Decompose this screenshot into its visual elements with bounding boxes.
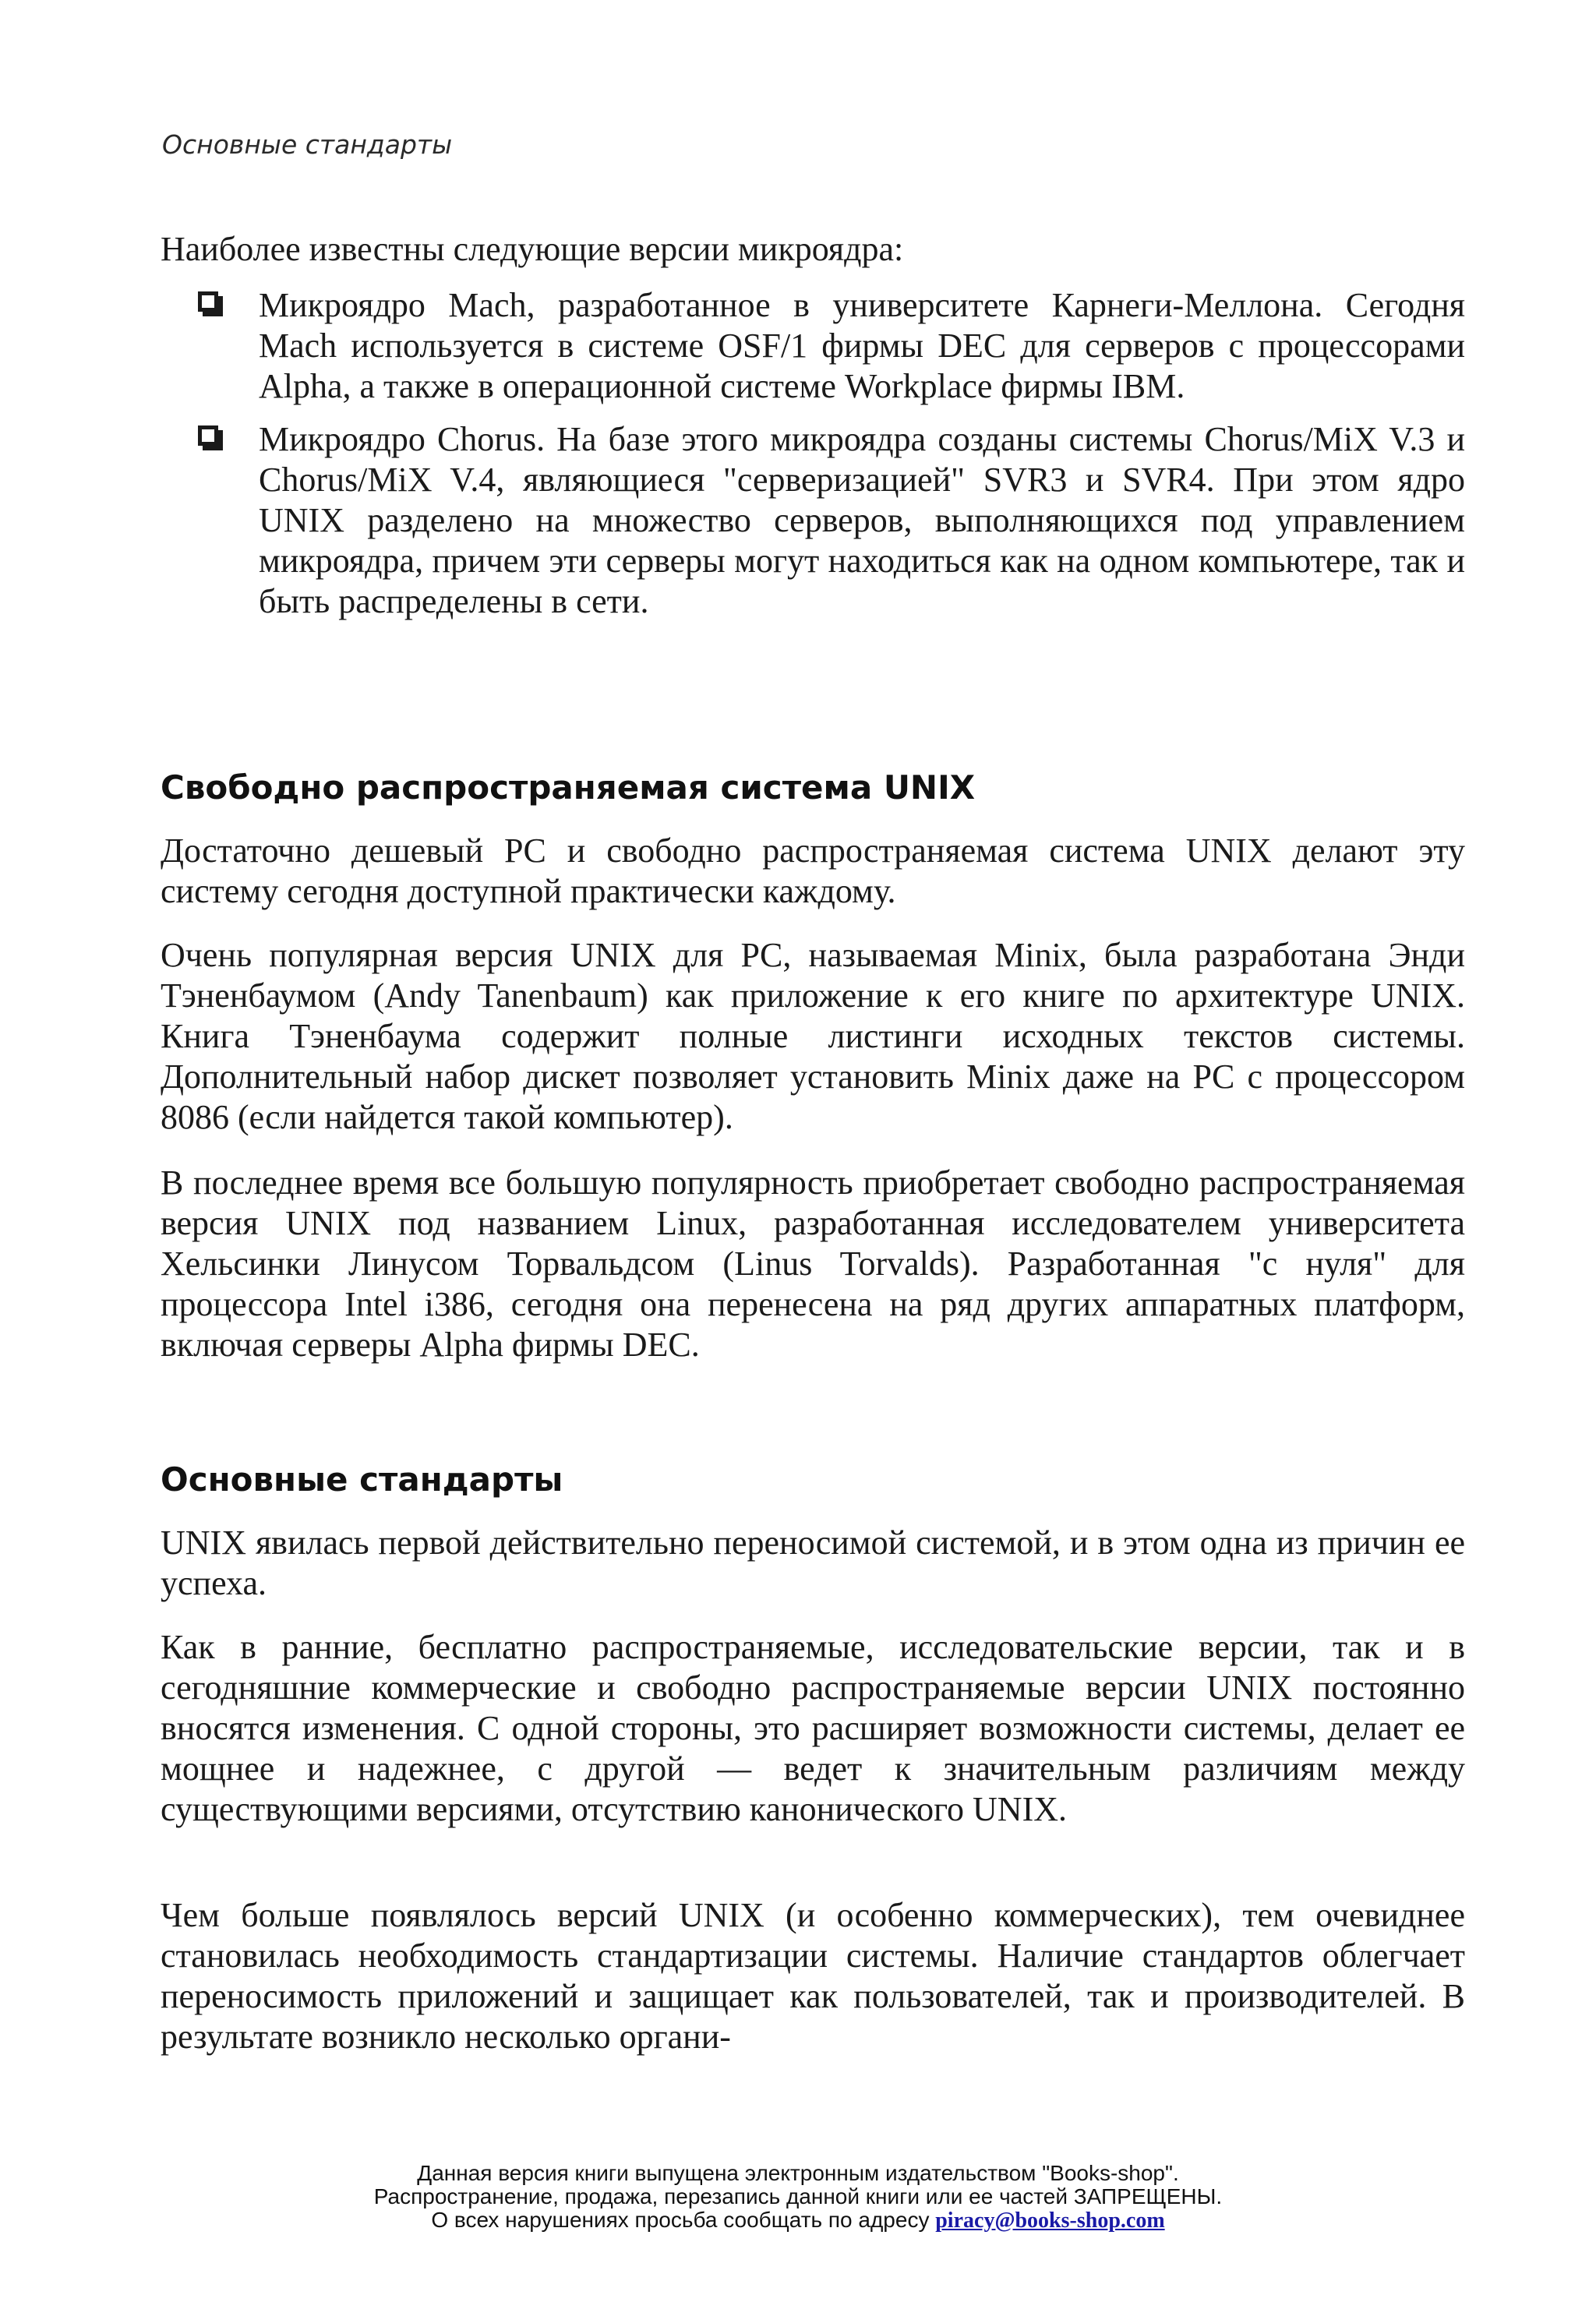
section-heading-standards: Основные стандарты <box>161 1460 563 1499</box>
footer-line: Данная версия книги выпущена электронным издательством "Books-shop". <box>417 2161 1179 2185</box>
intro-paragraph: Наиболее известны следующие версии микроядра: <box>161 230 904 268</box>
footer-line <box>0 2208 1596 2233</box>
list-item-text: Микроядро Chorus. На базе этого микроядра созданы системы Chorus/MiX V.3 и Chorus/MiX V.4, являющиеся "серверизацией" SVR3 и SVR4. При этом ядро UNIX разделено на множество серверов, выполняющихся под управлением микроядра, причем эти серверы могут находиться как на одном компьютере, так и быть распределены в сети. <box>259 420 1465 620</box>
list-item <box>161 419 1465 622</box>
list-item <box>161 285 1465 407</box>
checkbox-bullet-icon <box>198 291 218 312</box>
running-head: Основные стандарты <box>162 129 453 160</box>
paragraph: Как в ранние, бесплатно распространяемые, исследовательские версии, так и в сегодняшние коммерческие и свободно распространяемые версии UNIX постоянно вносятся изменения. С одной стороны, это расширяет возможности системы, делает ее мощнее и надежнее, с другой — ведет к значительным различиям между существующими версиями, отсутствию канонического UNIX. <box>161 1628 1465 1828</box>
publisher-footer <box>0 2162 1596 2233</box>
footer-line: Распространение, продажа, перезапись данной книги или ее частей ЗАПРЕЩЕНЫ. <box>373 2184 1223 2208</box>
microkernel-list <box>161 285 1465 634</box>
section-heading-free-unix: Свободно распространяемая система UNIX <box>161 768 976 807</box>
paragraph: Очень популярная версия UNIX для PC, называемая Minix, была разработана Энди Тэненбаумом (Andy Tanenbaum) как приложение к его книге по архитектуре UNIX. Книга Тэненбаума содержит полные листинги исходных текстов системы. Дополнительный набор дискет позволяет установить Minix даже на PC с процессором 8086 (если найдется такой компьютер). <box>161 936 1465 1136</box>
paragraph: Достаточно дешевый PC и свободно распространяемая система UNIX делают эту систему сегодня доступной практически каждому. <box>161 831 1465 910</box>
checkbox-bullet-icon <box>198 425 218 446</box>
footer-line-prefix: О всех нарушениях просьба сообщать по адресу <box>431 2208 930 2232</box>
paragraph: В последнее время все большую популярность приобретает свободно распространяемая версия UNIX под названием Linux, разработанная исследователем университета Хельсинки Линусом Торвальдсом (Linus Torvalds). Разработанная "с нуля" для процессора Intel i386, сегодня она перенесена на ряд других аппаратных платформ, включая серверы Alpha фирмы DEC. <box>161 1163 1465 1364</box>
paragraph: UNIX явилась первой действительно переносимой системой, и в этом одна из причин ее успеха. <box>161 1523 1465 1602</box>
piracy-email-link[interactable]: piracy@books-shop.com <box>935 2208 1165 2233</box>
paragraph: Чем больше появлялось версий UNIX (и особенно коммерческих), тем очевиднее становилась необходимость стандартизации системы. Наличие стандартов облегчает переносимость приложений и защищает как пользователей, так и производителей. В результате возникло несколько органи- <box>161 1896 1465 2056</box>
list-item-text: Микроядро Mach, разработанное в университете Карнеги-Меллона. Сегодня Mach используется в системе OSF/1 фирмы DEC для серверов с процессорами Alpha, а также в операционной системе Workplace фирмы IBM. <box>259 286 1465 405</box>
